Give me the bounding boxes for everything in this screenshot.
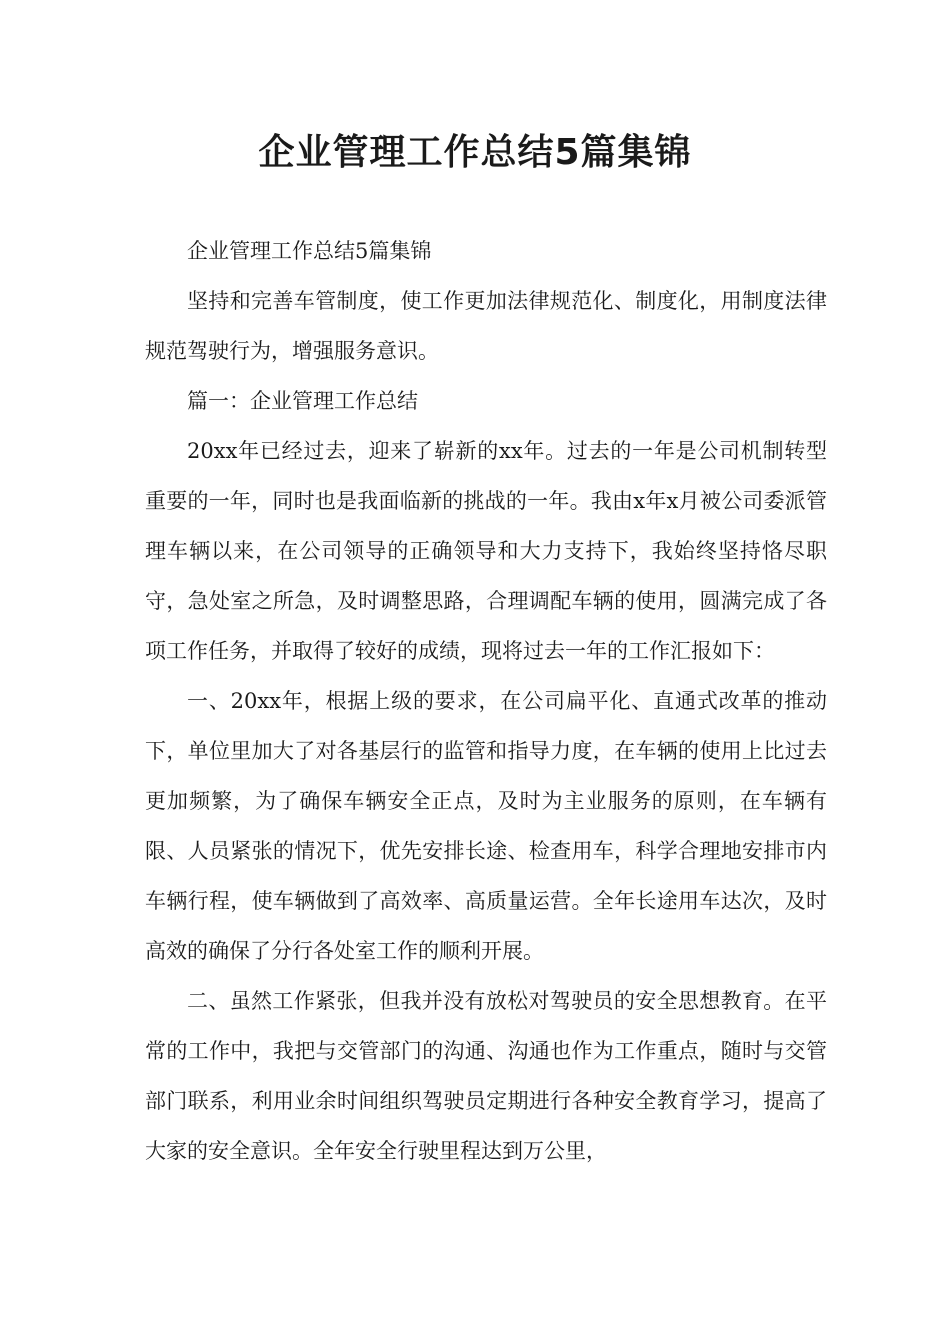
paragraph-subtitle: 企业管理工作总结5篇集锦 [187, 239, 432, 263]
document-title: 企业管理工作总结5篇集锦 [258, 132, 692, 173]
section-heading: 篇一：企业管理工作总结 [187, 389, 418, 413]
paragraph-point-2: 二、虽然工作紧张，但我并没有放松对驾驶员的安全思想教育。在平常的工作中，我把与交管部门的沟通、沟通也作为工作重点，随时与交管部门联系，利用业余时间组织驾驶员定期进行各种安全教育学习，提高了大家的安全意识。全年安全行驶里程达到万公里， [145, 989, 827, 1163]
paragraph-point-1: 一、20xx年，根据上级的要求，在公司扁平化、直通式改革的推动下，单位里加大了对各基层行的监管和指导力度，在车辆的使用上比过去更加频繁，为了确保车辆安全正点，及时为主业服务的原则，在车辆有限、人员紧张的情况下，优先安排长途、检查用车，科学合理地安排市内车辆行程，使车辆做到了高效率、高质量运营。全年长途用车达次，及时高效的确保了分行各处室工作的顺利开展。 [145, 689, 827, 963]
paragraph-intro: 坚持和完善车管制度，使工作更加法律规范化、制度化，用制度法律规范驾驶行为，增强服务意识。 [145, 289, 827, 363]
document-body [145, 226, 827, 1176]
paragraph-overview: 20xx年已经过去，迎来了崭新的xx年。过去的一年是公司机制转型重要的一年，同时也是我面临新的挑战的一年。我由x年x月被公司委派管理车辆以来，在公司领导的正确领导和大力支持下，我始终坚持恪尽职守，急处室之所急，及时调整思路，合理调配车辆的使用，圆满完成了各项工作任务，并取得了较好的成绩，现将过去一年的工作汇报如下： [145, 439, 827, 663]
